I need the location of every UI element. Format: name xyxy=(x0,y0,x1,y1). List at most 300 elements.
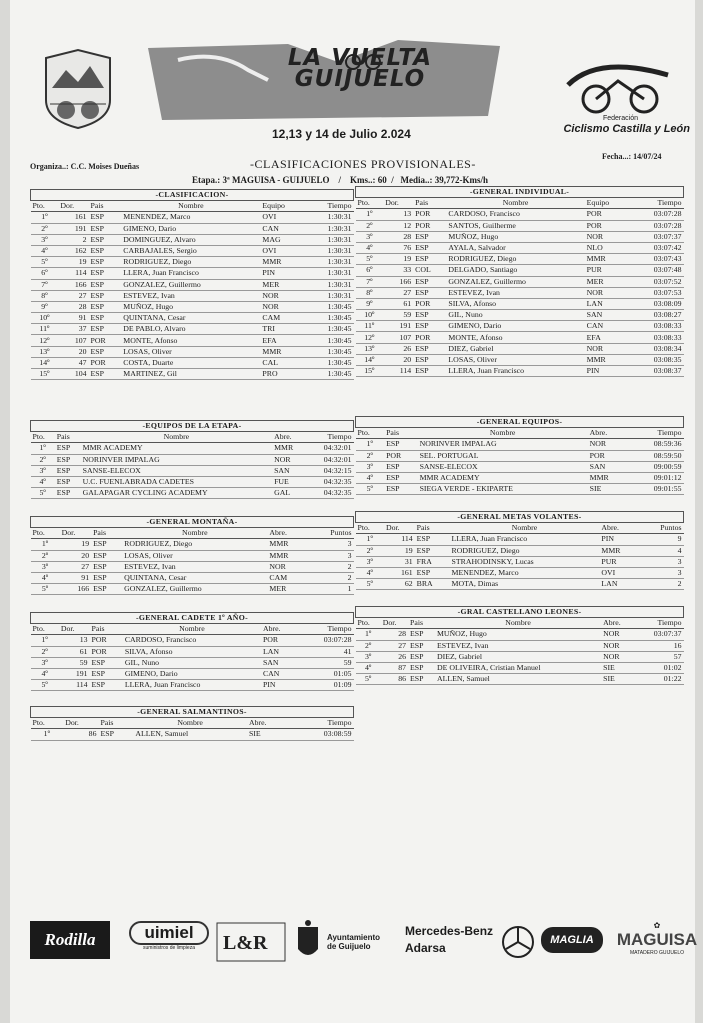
table-row xyxy=(356,674,684,685)
column-header: Pais xyxy=(90,624,123,635)
table-cell: 03:07:53 xyxy=(630,287,684,298)
table-cell: SIE xyxy=(247,729,290,740)
table-cell: 03:08:33 xyxy=(630,332,684,343)
table-row xyxy=(356,354,684,365)
table-cell: 03:07:37 xyxy=(630,231,684,242)
table-cell: 86 xyxy=(381,674,408,685)
table-cell: 1º xyxy=(31,635,59,646)
general-teams-table xyxy=(355,416,684,495)
table-cell: GIMENO, Dario xyxy=(123,668,261,679)
table-cell: 2º xyxy=(31,223,59,234)
table-cell: 2º xyxy=(31,454,55,465)
column-header: Dor. xyxy=(383,198,413,209)
table-row xyxy=(356,298,684,309)
table-cell: GONZALEZ, Guillermo xyxy=(446,276,584,287)
table-cell: 1:30:31 xyxy=(306,223,354,234)
table-row xyxy=(356,231,684,242)
table-cell: 15º xyxy=(31,369,59,380)
table-cell: ESP xyxy=(89,301,122,312)
table-cell: 16 xyxy=(634,640,683,651)
table-cell: ESP xyxy=(55,476,81,487)
table-cell: 13º xyxy=(356,343,384,354)
table-cell: PUR xyxy=(599,556,639,567)
table-cell: ESP xyxy=(415,567,450,578)
table-row xyxy=(356,556,684,567)
table-cell: CAN xyxy=(261,668,298,679)
table-cell: ESP xyxy=(89,324,122,335)
table-cell: CARDOSO, Francisco xyxy=(446,209,584,220)
table-cell: 03:08:27 xyxy=(630,310,684,321)
table-cell: 9º xyxy=(31,301,59,312)
table-cell: MONTE, Afonso xyxy=(121,335,260,346)
table-cell: PRO xyxy=(260,369,305,380)
table-cell: 191 xyxy=(59,668,90,679)
column-header: Tiempo xyxy=(630,198,684,209)
table-cell: 3 xyxy=(640,556,684,567)
table-cell: 10º xyxy=(356,310,384,321)
table-cell: MMR xyxy=(260,346,305,357)
table-row xyxy=(31,465,354,476)
table-cell: GAL xyxy=(272,488,306,499)
table-cell: POR xyxy=(413,220,446,231)
sprints-table xyxy=(355,511,684,590)
table-cell: 08:59:36 xyxy=(628,439,684,450)
table-row xyxy=(356,450,684,461)
table-cell: 4 xyxy=(640,545,684,556)
table-cell: NOR xyxy=(260,301,305,312)
column-header: Pto. xyxy=(31,624,59,635)
table-row xyxy=(31,657,354,668)
table-row xyxy=(356,484,684,495)
table-cell: DIEZ, Gabriel xyxy=(435,651,601,662)
table-cell: LLERA, Juan Francisco xyxy=(446,366,584,377)
table-cell: PIN xyxy=(585,366,630,377)
table-row xyxy=(356,534,684,545)
table-cell: ESP xyxy=(91,561,122,572)
table-cell: 3 xyxy=(640,567,684,578)
table-cell: 166 xyxy=(60,584,91,595)
table-row xyxy=(356,545,684,556)
table-cell: SIE xyxy=(601,674,634,685)
column-header: Tiempo xyxy=(306,432,353,443)
table-row xyxy=(31,646,354,657)
table-cell: RODRIGUEZ, Diego xyxy=(446,254,584,265)
table-cell: 2º xyxy=(31,646,59,657)
column-header: Nombre xyxy=(418,428,588,439)
table-cell: 01:02 xyxy=(634,662,683,673)
table-cell: 2º xyxy=(356,220,384,231)
federation-name: Federación Ciclismo Castilla y León xyxy=(563,115,690,135)
table-cell: 28 xyxy=(58,301,88,312)
table-cell: BRA xyxy=(415,579,450,590)
column-header: Abre. xyxy=(599,523,639,534)
table-cell: 107 xyxy=(58,335,88,346)
table-cell: 114 xyxy=(59,680,90,691)
table-cell: 31 xyxy=(384,556,415,567)
table-cell: POR xyxy=(261,635,298,646)
column-header: Pto. xyxy=(356,523,384,534)
table-cell: ESP xyxy=(415,545,450,556)
table-cell: 03:07:28 xyxy=(630,209,684,220)
table-cell: 04:32:35 xyxy=(306,476,353,487)
column-header: Pto. xyxy=(31,528,60,539)
table-cell: ESTEVEZ, Ivan xyxy=(121,290,260,301)
column-header: Pto. xyxy=(356,428,385,439)
table-cell: NOR xyxy=(601,629,634,640)
table-cell: 03:08:34 xyxy=(630,343,684,354)
table-cell: PIN xyxy=(261,680,298,691)
table-cell: 47 xyxy=(58,357,88,368)
table-cell: 191 xyxy=(383,321,413,332)
table-cell: 162 xyxy=(58,245,88,256)
column-header: Abre. xyxy=(588,428,628,439)
table-cell: 3º xyxy=(356,231,384,242)
table-cell: 4º xyxy=(31,572,60,583)
table-cell: 03:07:52 xyxy=(630,276,684,287)
table-cell: 04:32:35 xyxy=(306,488,353,499)
table-cell: 1:30:45 xyxy=(306,357,354,368)
table-cell: 27 xyxy=(381,640,408,651)
table-cell: ESTEVEZ, Ivan xyxy=(122,561,267,572)
table-cell: 6º xyxy=(356,265,384,276)
table-cell: MUÑOZ, Hugo xyxy=(446,231,584,242)
table-row xyxy=(356,629,684,640)
table-cell: ESP xyxy=(89,223,122,234)
table-row xyxy=(356,439,684,450)
table-cell: SAN xyxy=(588,461,628,472)
table-cell: ESP xyxy=(413,343,446,354)
table-cell: 41 xyxy=(298,646,353,657)
table-cell: 1:30:45 xyxy=(306,346,354,357)
date: Fecha...: 14/07/24 xyxy=(602,152,662,161)
table-cell: ESP xyxy=(89,369,122,380)
table-cell: U.C. FUENLABRADA CADETES xyxy=(81,476,272,487)
table-cell: 01:05 xyxy=(298,668,353,679)
table-cell: CAL xyxy=(260,357,305,368)
table-cell: 2 xyxy=(58,234,88,245)
table-cell: 26 xyxy=(381,651,408,662)
section-title: -GRAL CASTELLANO LEONES- xyxy=(356,607,684,618)
table-row xyxy=(356,472,684,483)
table-cell: 1:30:45 xyxy=(306,335,354,346)
table-cell: 7º xyxy=(356,276,384,287)
sponsor-maglia: MAGLIA xyxy=(541,927,603,953)
table-cell: 09:01:12 xyxy=(628,472,684,483)
table-cell: 61 xyxy=(383,298,413,309)
table-cell: 87 xyxy=(381,662,408,673)
column-header: Tiempo xyxy=(298,624,353,635)
table-cell: 04:32:01 xyxy=(306,443,353,454)
table-cell: SILVA, Afonso xyxy=(446,298,584,309)
column-header: Tiempo xyxy=(634,618,683,629)
table-cell: 8º xyxy=(356,287,384,298)
table-cell: MUÑOZ, Hugo xyxy=(435,629,601,640)
table-cell: LAN xyxy=(599,579,639,590)
table-cell: 27 xyxy=(60,561,91,572)
table-cell: 01:22 xyxy=(634,674,683,685)
table-cell: MMR xyxy=(588,472,628,483)
table-cell: CARBAJALES, Sergio xyxy=(121,245,260,256)
table-cell: GIMENO, Dario xyxy=(446,321,584,332)
table-cell: NOR xyxy=(601,640,634,651)
table-cell: 2 xyxy=(640,579,684,590)
sponsor-rodilla: Rodilla xyxy=(30,921,110,959)
table-row xyxy=(356,220,684,231)
table-cell: LLERA, Juan Francisco xyxy=(123,680,261,691)
table-cell: 09:00:59 xyxy=(628,461,684,472)
table-cell: 3º xyxy=(31,657,59,668)
table-cell: 1º xyxy=(31,539,60,550)
table-cell: 6º xyxy=(31,268,59,279)
table-cell: 1º xyxy=(356,534,384,545)
table-cell: NOR xyxy=(585,287,630,298)
table-cell: 2 xyxy=(309,572,354,583)
table-cell: SANSE-ELECOX xyxy=(418,461,588,472)
column-header: Pais xyxy=(415,523,450,534)
table-cell: 2 xyxy=(309,561,354,572)
table-cell: CAN xyxy=(585,321,630,332)
table-cell: NOR xyxy=(588,439,628,450)
table-cell: MMR xyxy=(267,539,308,550)
table-cell: 03:08:37 xyxy=(630,366,684,377)
table-cell: MMR xyxy=(585,254,630,265)
table-cell: 19 xyxy=(383,254,413,265)
table-cell: LAN xyxy=(261,646,298,657)
table-cell: CAN xyxy=(260,223,305,234)
table-row xyxy=(31,257,354,268)
section-title: -CLASIFICACION- xyxy=(31,190,354,201)
table-cell: 4º xyxy=(31,245,59,256)
table-cell: 20 xyxy=(58,346,88,357)
table-cell: 3 xyxy=(309,539,354,550)
table-cell: ESP xyxy=(90,668,123,679)
table-cell: 76 xyxy=(383,242,413,253)
table-cell: 13 xyxy=(59,635,90,646)
table-cell: RODRIGUEZ, Diego xyxy=(121,257,260,268)
table-row xyxy=(31,301,354,312)
table-cell: 3º xyxy=(356,461,385,472)
table-cell: GONZALEZ, Guillermo xyxy=(122,584,267,595)
table-cell: 13 xyxy=(383,209,413,220)
table-row xyxy=(31,324,354,335)
table-cell: ESP xyxy=(89,245,122,256)
page-subtitle: -CLASIFICACIONES PROVISIONALES- xyxy=(250,157,476,171)
table-cell: 14º xyxy=(31,357,59,368)
table-cell: RODRIGUEZ, Diego xyxy=(122,539,267,550)
table-cell: LAN xyxy=(585,298,630,309)
table-cell: NOR xyxy=(585,231,630,242)
table-cell: 03:08:35 xyxy=(630,354,684,365)
table-cell: RODRIGUEZ, Diego xyxy=(450,545,600,556)
column-header: Pto. xyxy=(31,201,59,212)
guijuelo-crest-icon xyxy=(295,919,321,963)
column-header: Dor. xyxy=(58,201,88,212)
table-cell: 20 xyxy=(60,550,91,561)
column-header: Nombre xyxy=(122,528,267,539)
table-cell: 5º xyxy=(31,257,59,268)
column-header: Nombre xyxy=(133,718,247,729)
table-cell: AYALA, Salvador xyxy=(446,242,584,253)
table-cell: 08:59:50 xyxy=(628,450,684,461)
table-cell: NOR xyxy=(267,561,308,572)
table-cell: ESP xyxy=(415,534,450,545)
table-cell: ESP xyxy=(408,674,435,685)
table-cell: 1º xyxy=(356,629,381,640)
table-row xyxy=(31,476,354,487)
table-cell: 1:30:31 xyxy=(306,245,354,256)
table-cell: NOR xyxy=(260,290,305,301)
table-cell: 9º xyxy=(356,298,384,309)
section-title: -GENERAL MONTAÑA- xyxy=(31,517,354,528)
table-cell: 12º xyxy=(356,332,384,343)
table-cell: POR xyxy=(90,635,123,646)
table-cell: SAN xyxy=(272,465,306,476)
table-row xyxy=(31,313,354,324)
table-cell: 03:07:48 xyxy=(630,265,684,276)
table-cell: MMR xyxy=(260,257,305,268)
table-cell: POR xyxy=(585,220,630,231)
table-cell: 57 xyxy=(634,651,683,662)
column-header: Dor. xyxy=(63,718,98,729)
table-cell: EFA xyxy=(585,332,630,343)
table-cell: ESP xyxy=(413,310,446,321)
table-row xyxy=(356,287,684,298)
table-cell: ESP xyxy=(55,488,81,499)
table-row xyxy=(31,279,354,290)
table-cell: SAN xyxy=(585,310,630,321)
table-cell: OVI xyxy=(599,567,639,578)
table-cell: TRI xyxy=(260,324,305,335)
table-cell: ESP xyxy=(413,254,446,265)
table-cell: ESP xyxy=(413,321,446,332)
table-cell: MONTE, Afonso xyxy=(446,332,584,343)
table-cell: DIEZ, Gabriel xyxy=(446,343,584,354)
table-cell: 4º xyxy=(356,242,384,253)
table-cell: 7º xyxy=(31,279,59,290)
table-cell: ESP xyxy=(90,657,123,668)
table-cell: 5º xyxy=(356,674,381,685)
table-cell: SANSE-ELECOX xyxy=(81,465,272,476)
table-row xyxy=(356,265,684,276)
table-cell: 2º xyxy=(356,450,385,461)
table-cell: ESP xyxy=(91,584,122,595)
table-cell: ESP xyxy=(91,539,122,550)
section-title: -EQUIPOS DE LA ETAPA- xyxy=(31,421,354,432)
column-header: Pais xyxy=(98,718,133,729)
table-cell: ESP xyxy=(413,242,446,253)
table-cell: ESP xyxy=(89,279,122,290)
table-cell: 11º xyxy=(31,324,59,335)
table-row xyxy=(31,680,354,691)
table-cell: POR xyxy=(588,450,628,461)
table-cell: ESP xyxy=(91,572,122,583)
table-cell: EFA xyxy=(260,335,305,346)
table-cell: 62 xyxy=(384,579,415,590)
table-row xyxy=(31,268,354,279)
table-row xyxy=(356,242,684,253)
table-cell: FRA xyxy=(415,556,450,567)
table-cell: 09:01:55 xyxy=(628,484,684,495)
table-cell: POR xyxy=(89,335,122,346)
table-cell: 03:07:42 xyxy=(630,242,684,253)
table-cell: 1:30:45 xyxy=(306,301,354,312)
table-row xyxy=(356,343,684,354)
table-cell: 3º xyxy=(31,561,60,572)
table-row xyxy=(31,369,354,380)
table-cell: MUÑOZ, Hugo xyxy=(121,301,260,312)
table-row xyxy=(356,366,684,377)
table-cell: ESP xyxy=(89,268,122,279)
table-cell: OVI xyxy=(260,212,305,223)
column-header: Abre. xyxy=(272,432,306,443)
mercedes-star-icon xyxy=(501,925,535,959)
column-header: Nombre xyxy=(450,523,600,534)
table-cell: GIL, Nuno xyxy=(446,310,584,321)
table-cell: ESP xyxy=(89,257,122,268)
table-row xyxy=(31,234,354,245)
column-header: Pais xyxy=(91,528,122,539)
table-cell: MMR xyxy=(599,545,639,556)
table-cell: 1º xyxy=(31,729,64,740)
table-cell: MOTA, Dimas xyxy=(450,579,600,590)
table-cell: PUR xyxy=(585,265,630,276)
table-cell: 191 xyxy=(58,223,88,234)
table-cell: POR xyxy=(413,298,446,309)
table-cell: ESP xyxy=(413,366,446,377)
table-cell: 5º xyxy=(356,484,385,495)
table-cell: 114 xyxy=(384,534,415,545)
table-cell: ESP xyxy=(89,212,122,223)
column-header: Abre. xyxy=(267,528,308,539)
table-cell: DE PABLO, Alvaro xyxy=(121,324,260,335)
table-cell: 59 xyxy=(383,310,413,321)
table-cell: 5º xyxy=(31,584,60,595)
table-cell: COL xyxy=(413,265,446,276)
table-row xyxy=(31,443,354,454)
table-cell: 1º xyxy=(31,212,59,223)
column-header: Puntos xyxy=(640,523,684,534)
table-cell: 33 xyxy=(383,265,413,276)
table-cell: 3º xyxy=(356,651,381,662)
table-cell: 4º xyxy=(31,476,55,487)
table-cell: ESP xyxy=(89,234,122,245)
table-row xyxy=(356,321,684,332)
column-header: Tiempo xyxy=(290,718,354,729)
table-row xyxy=(31,572,354,583)
column-header: Tiempo xyxy=(306,201,354,212)
column-header: Pais xyxy=(408,618,435,629)
column-header: Nombre xyxy=(446,198,584,209)
table-cell: ALLEN, Samuel xyxy=(133,729,247,740)
table-cell: 61 xyxy=(59,646,90,657)
table-cell: MER xyxy=(267,584,308,595)
table-cell: 13º xyxy=(31,346,59,357)
section-title: -GENERAL INDIVIDUAL- xyxy=(356,187,684,198)
table-cell: 59 xyxy=(59,657,90,668)
table-cell: 03:07:28 xyxy=(298,635,353,646)
column-header: Nombre xyxy=(121,201,260,212)
table-cell: 104 xyxy=(58,369,88,380)
table-row xyxy=(31,335,354,346)
table-cell: 37 xyxy=(58,324,88,335)
table-row xyxy=(31,357,354,368)
sponsor-uimiel: uimiel suministros de limpieza xyxy=(129,921,209,951)
table-cell: 86 xyxy=(63,729,98,740)
table-cell: ESP xyxy=(91,550,122,561)
table-cell: SIE xyxy=(588,484,628,495)
column-header: Pais xyxy=(55,432,81,443)
table-cell: 04:32:15 xyxy=(306,465,353,476)
